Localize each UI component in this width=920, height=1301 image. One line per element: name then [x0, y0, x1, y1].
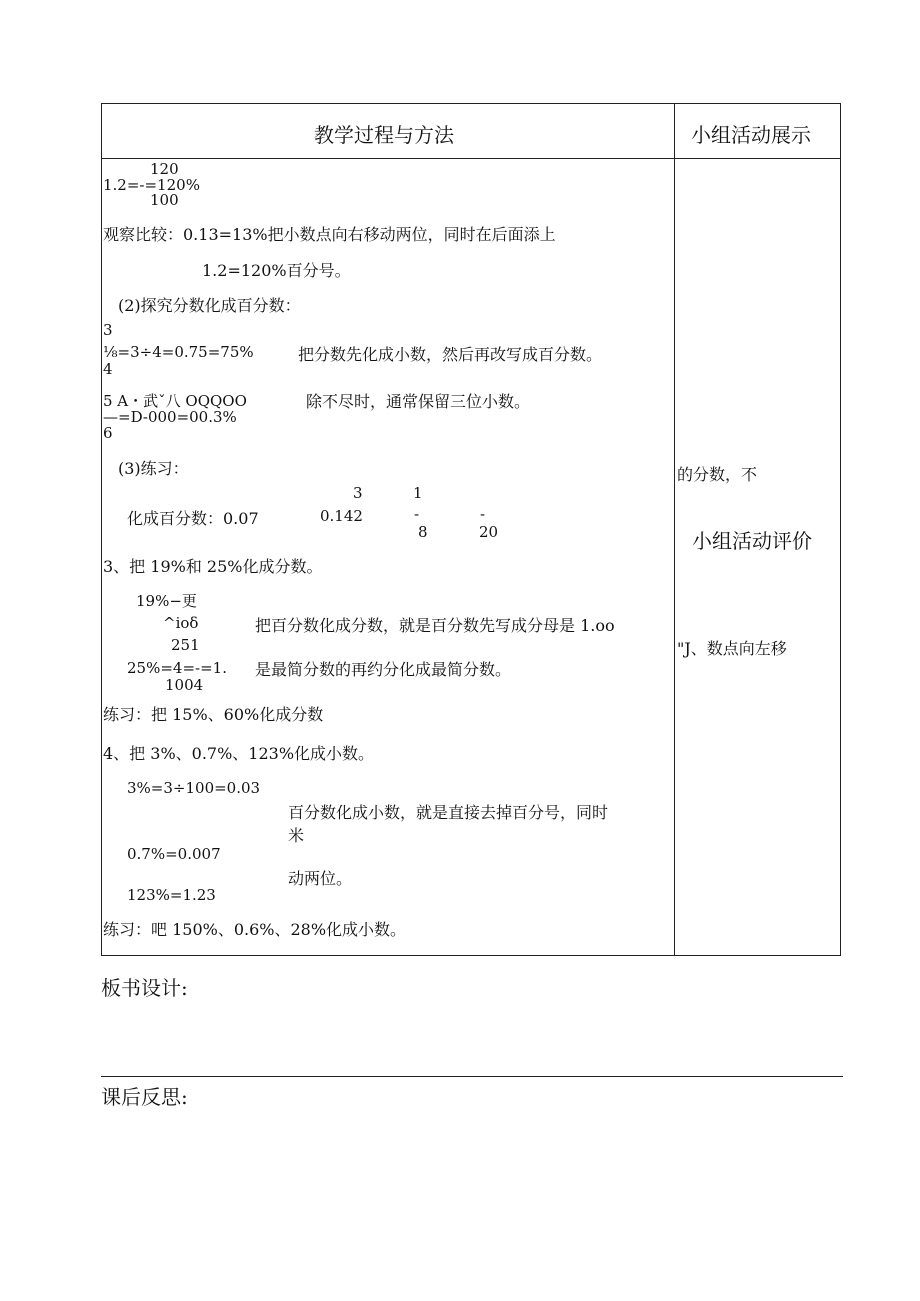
section-fraction-to-percent: (2)探究分数化成百分数：	[118, 296, 301, 315]
decimal-example-2: 0.7%=0.007	[127, 845, 221, 863]
header-teaching-process: 教学过程与方法	[314, 123, 454, 147]
column-divider	[674, 103, 675, 956]
exercise-dash-2: -	[480, 505, 486, 523]
fraction-56-note: 除不尽时，通常保留三位小数。	[306, 392, 531, 411]
header-group-activity: 小组活动展示	[691, 123, 811, 147]
decimal-example-3: 123%=1.23	[127, 886, 216, 904]
percent-25-equation: 25%=4=-=1.	[127, 659, 227, 677]
exercise-denominator-2: 20	[479, 523, 499, 541]
fraction-56-denominator: 6	[103, 424, 113, 442]
percent-to-decimal-note-2: 动两位。	[288, 869, 353, 888]
header-divider	[101, 158, 841, 159]
exercise-denominator-1: 8	[418, 523, 428, 541]
percent-25-note: 是最简分数的再约分化成最简分数。	[255, 660, 512, 679]
fraction-34-equation: ⅛=3÷4=0.75=75%	[103, 343, 254, 361]
percent-to-fraction-note: 把百分数化成分数，就是百分数先写成分母是 1.oo	[255, 616, 615, 635]
section-practice: (3)练习：	[118, 459, 189, 478]
percent-25-numerator: 251	[171, 636, 200, 654]
fraction-34-note: 把分数先化成小数，然后再改写成百分数。	[298, 345, 603, 364]
percent-19-line: 19%−更	[136, 592, 197, 610]
exercise-label: 化成百分数：0.07	[127, 509, 259, 528]
reflection-label: 课后反思:	[101, 1085, 188, 1109]
exercise-numerator-1: 3	[353, 484, 363, 502]
fraction-equation: 1.2=-=120%	[103, 176, 200, 194]
percent-19-fraction: ^ioδ	[163, 614, 199, 632]
decimal-example-1: 3%=3÷100=0.03	[127, 779, 261, 797]
item-4-title: 4、把 3%、0.7%、123%化成小数。	[103, 744, 375, 763]
board-design-label: 板书设计:	[101, 976, 188, 1000]
fraction-56-numerator-line: 5 A・武ˇ八 OQQOO	[103, 392, 247, 410]
exercise-numerator-2: 1	[413, 484, 423, 502]
item-3-title: 3、把 19%和 25%化成分数。	[103, 557, 323, 576]
practice-percent-to-fraction: 练习：把 15%、60%化成分数	[103, 705, 324, 724]
fraction-34-denominator: 4	[103, 360, 113, 378]
practice-percent-to-decimal: 练习：吧 150%、0.6%、28%化成小数。	[103, 920, 407, 939]
right-fragment-decimal: "J、数点向左移	[677, 639, 787, 658]
fraction-denominator: 100	[150, 191, 179, 209]
fraction-34-numerator: 3	[103, 321, 113, 339]
exercise-dash-1: -	[414, 505, 420, 523]
fraction-numerator: 120	[150, 160, 179, 178]
observe-compare-line: 观察比较：0.13=13%把小数点向右移动两位，同时在后面添上	[103, 225, 556, 244]
observe-compare-line2: 1.2=120%百分号。	[202, 261, 351, 280]
right-fragment-fraction: 的分数，不	[677, 465, 758, 484]
group-activity-evaluation: 小组活动评价	[692, 529, 812, 553]
percent-to-decimal-note: 百分数化成小数，就是直接去掉百分号，同时	[288, 803, 609, 822]
exercise-value-2: 0.142	[320, 507, 363, 525]
fraction-56-equation: —=D-000=00.3%	[103, 408, 237, 426]
percent-25-denominator: 1004	[165, 676, 204, 694]
percent-to-decimal-note-mi: 米	[288, 826, 305, 845]
footer-divider	[101, 1076, 843, 1077]
